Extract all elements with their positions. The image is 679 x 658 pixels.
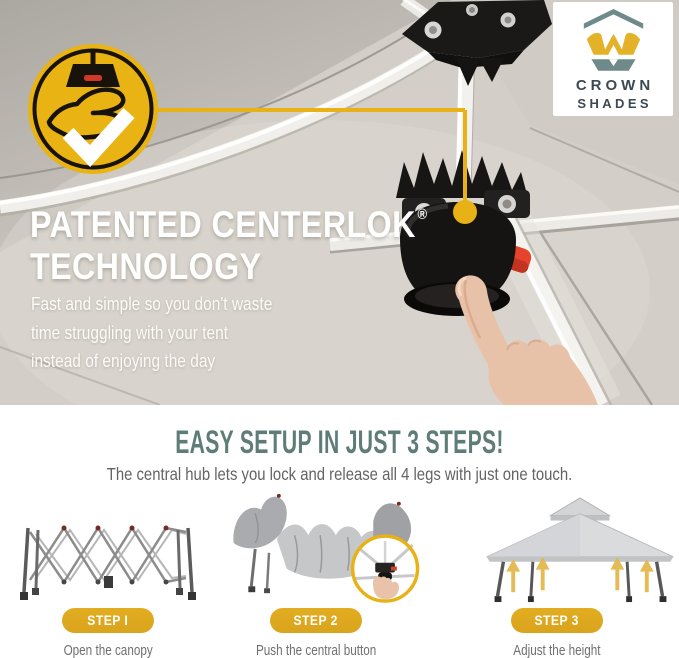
description-line1: Fast and simple so you don't waste [31, 294, 273, 314]
description-line2: time struggling with your tent [31, 322, 229, 343]
hand-press-hub-check-icon [27, 43, 159, 175]
setup-section-subtitle: The central hub lets you lock and release all 4 legs with just one touch. [106, 464, 573, 484]
hero-description [31, 290, 272, 376]
registered-mark: ® [417, 206, 428, 223]
step-1-illustration [18, 490, 198, 604]
hero-headline [30, 194, 427, 288]
setup-steps [18, 490, 623, 658]
step-1 [18, 490, 198, 658]
half-open-canopy-icon [224, 484, 434, 604]
description-line3: instead of enjoying the day [31, 351, 216, 371]
step-3-caption: Adjust the height [513, 642, 601, 658]
step-2-illustration [198, 490, 434, 604]
step-2 [198, 490, 434, 658]
height-arrows [506, 557, 653, 592]
step-3-badge: STEP 3 [511, 608, 603, 633]
headline-line2: TECHNOLOGY [30, 246, 262, 287]
callout-dot [453, 200, 477, 224]
step-2-caption: Push the central button [255, 642, 377, 658]
step-1-badge: STEP I [62, 608, 154, 633]
folded-frame-icon [18, 504, 198, 604]
hub-button-glyph [84, 75, 102, 81]
setup-section-title: EASY SETUP IN JUST 3 STEPS! [175, 424, 504, 460]
hub-inset-magnifier [353, 536, 418, 601]
step-3 [434, 490, 679, 658]
crown-shades-crown-icon [579, 9, 648, 73]
step-3-illustration [434, 490, 679, 604]
step-1-caption: Open the canopy [63, 642, 153, 658]
hub-stem-glyph [91, 49, 96, 64]
step-2-badge: STEP 2 [270, 608, 362, 633]
brand-logo [553, 2, 673, 116]
brand-name-line1: CROWN [575, 77, 655, 94]
open-canopy-icon [480, 494, 679, 604]
brand-name-line2: SHADES [577, 96, 652, 111]
headline-line1: PATENTED CENTERLOK [30, 204, 416, 245]
